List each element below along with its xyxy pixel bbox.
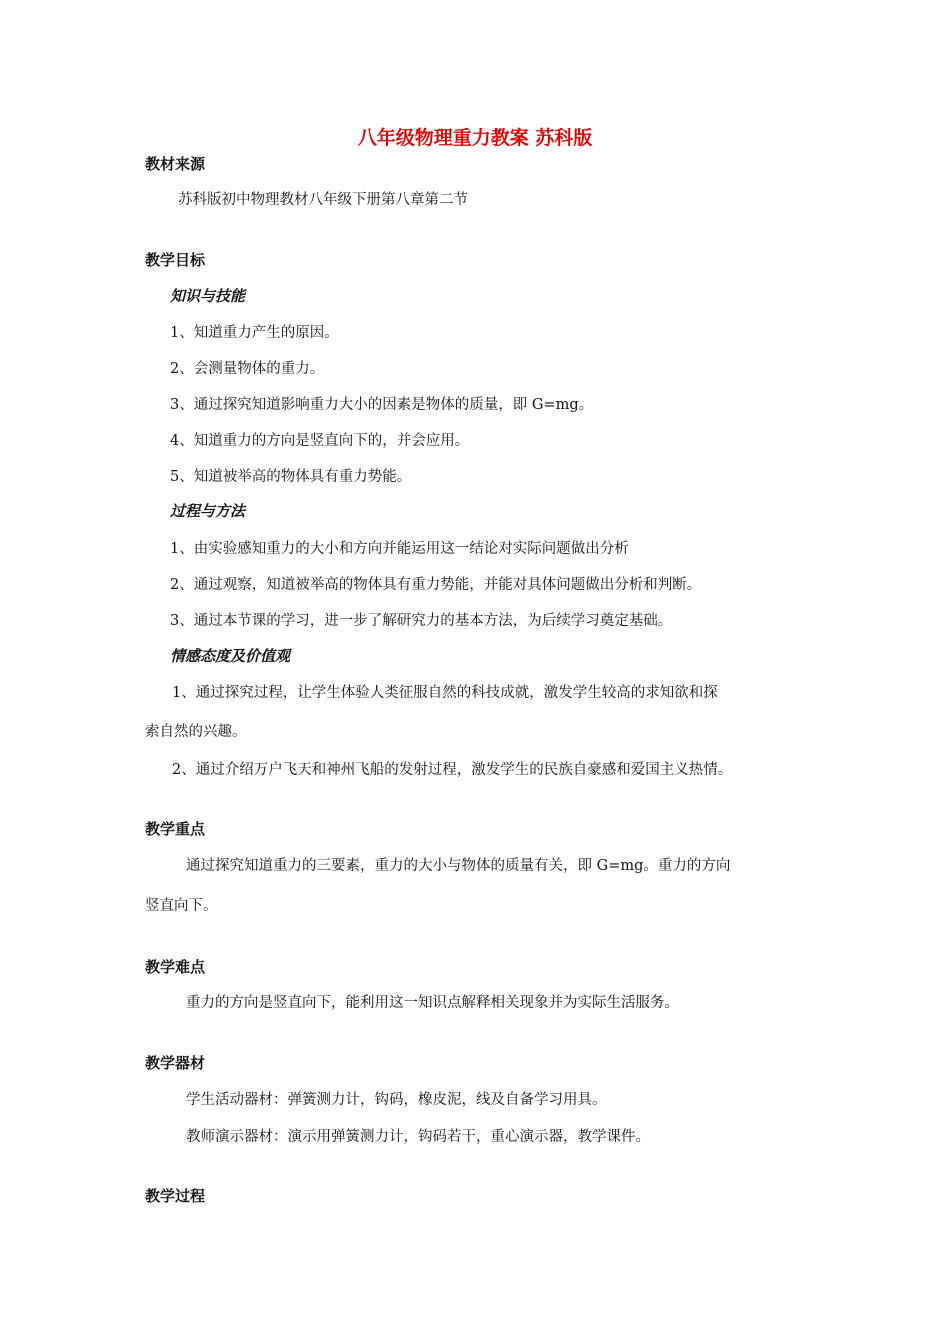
emotion-item-2: 2、通过介绍万户飞天和神州飞船的发射过程，激发学生的民族自豪感和爱国主义热情。 (172, 762, 733, 778)
heading-keypoints: 教学重点 (145, 820, 206, 838)
equipment-student: 学生活动器材：弹簧测力计，钩码，橡皮泥，线及自备学习用具。 (186, 1092, 607, 1108)
keypoints-line-2: 竖直向下。 (145, 898, 218, 914)
knowledge-item: 4、知道重力的方向是竖直向下的，并会应用。 (170, 433, 470, 449)
subheading-emotion: 情感态度及价值观 (170, 647, 291, 665)
heading-procedure: 教学过程 (145, 1187, 206, 1205)
subheading-process: 过程与方法 (170, 502, 246, 520)
emotion-item-1-line-1: 1、通过探究过程，让学生体验人类征服自然的科技成就，激发学生较高的求知欲和探 (172, 685, 718, 701)
equipment-teacher: 教师演示器材：演示用弹簧测力计，钩码若干，重心演示器，教学课件。 (186, 1129, 650, 1145)
knowledge-item: 1、知道重力产生的原因。 (170, 325, 339, 341)
document-title: 八年级物理重力教案 苏科版 (357, 127, 593, 149)
heading-equipment: 教学器材 (145, 1054, 206, 1072)
heading-goals: 教学目标 (145, 251, 206, 269)
knowledge-item: 3、通过探究知道影响重力大小的因素是物体的质量，即 G=mg。 (170, 397, 594, 413)
source-text: 苏科版初中物理教材八年级下册第八章第二节 (178, 192, 468, 208)
difficulty-text: 重力的方向是竖直向下，能利用这一知识点解释相关现象并为实际生活服务。 (186, 995, 679, 1011)
keypoints-line-1: 通过探究知道重力的三要素，重力的大小与物体的质量有关，即 G=mg。重力的方向 (186, 858, 731, 874)
process-item: 3、通过本节课的学习，进一步了解研究力的基本方法，为后续学习奠定基础。 (170, 613, 673, 629)
heading-source: 教材来源 (145, 155, 206, 173)
subheading-knowledge: 知识与技能 (170, 287, 246, 305)
process-item: 2、通过观察，知道被举高的物体具有重力势能，并能对具体问题做出分析和判断。 (170, 577, 702, 593)
heading-difficulty: 教学难点 (145, 958, 206, 976)
emotion-item-1-line-2: 索自然的兴趣。 (145, 724, 247, 740)
process-item: 1、由实验感知重力的大小和方向并能运用这一结论对实际问题做出分析 (170, 541, 629, 557)
knowledge-item: 5、知道被举高的物体具有重力势能。 (170, 469, 412, 485)
knowledge-item: 2、会测量物体的重力。 (170, 361, 325, 377)
